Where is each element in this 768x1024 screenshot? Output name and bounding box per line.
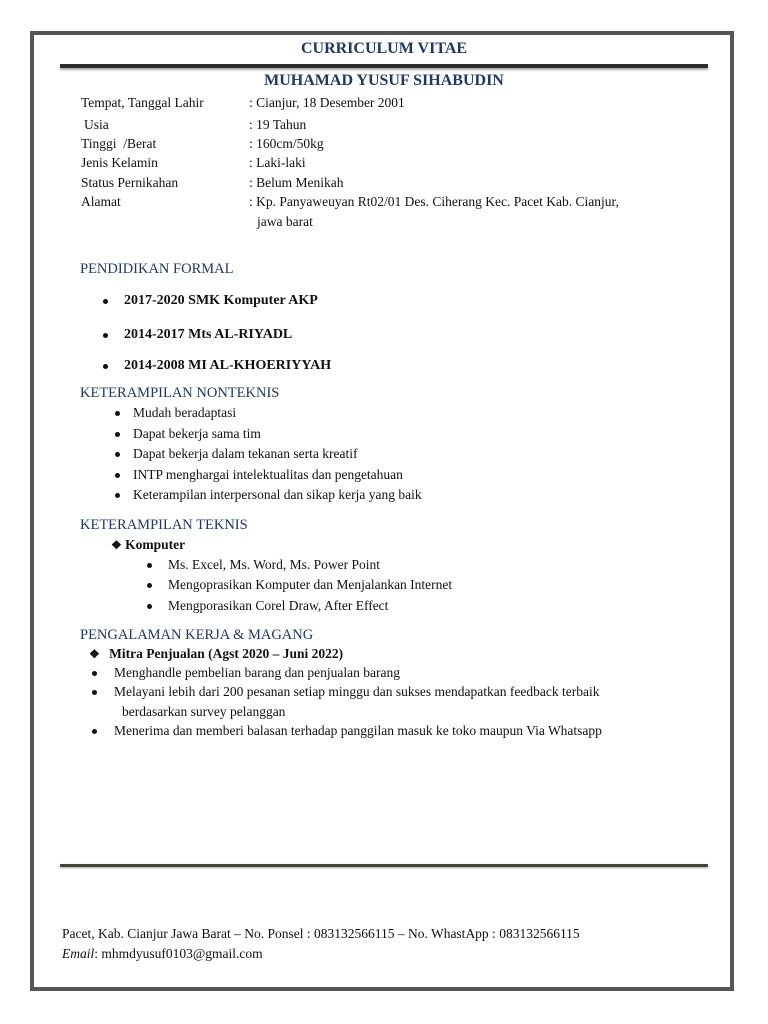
document-title: CURRICULUM VITAE [300, 40, 468, 57]
soft-skill-item: Dapat bekerja dalam tekanan serta kreatif [133, 446, 358, 461]
soft-skill-item: Keterampilan interpersonal dan sikap kerja yang baik [133, 487, 422, 502]
experience-item-cont: berdasarkan survey pelanggan [122, 704, 286, 719]
bullet-dot [103, 364, 108, 369]
section-heading-education: PENDIDIKAN FORMAL [80, 261, 234, 277]
info-label: Usia [84, 117, 109, 132]
soft-skill-item: Dapat bekerja sama tim [133, 426, 261, 441]
section-heading-experience: PENGALAMAN KERJA & MAGANG [80, 627, 314, 643]
info-label: Status Pernikahan [81, 175, 179, 190]
info-value: : Cianjur, 18 Desember 2001 [249, 95, 405, 110]
bullet-dot [92, 671, 97, 676]
bullet-dot [115, 432, 120, 437]
diamond-bullet-icon: ❖ [111, 538, 122, 552]
section-heading-tech-skills: KETERAMPILAN TEKNIS [80, 517, 248, 533]
bullet-dot [92, 729, 97, 734]
tech-skill-item: Mengporasikan Corel Draw, After Effect [168, 598, 389, 613]
tech-subheading-label: Komputer [125, 537, 186, 552]
footer-contact: Pacet, Kab. Cianjur Jawa Barat – No. Ponsel : 083132566115 – No. WhastApp : 083132566115 [62, 926, 580, 941]
education-item: 2017-2020 SMK Komputer AKP [124, 293, 318, 308]
education-item: 2014-2017 Mts AL-RIYADL [124, 327, 293, 342]
footer-email [62, 946, 263, 962]
info-label: Tinggi /Berat [81, 136, 157, 151]
info-value: jawa barat [257, 214, 313, 229]
bottom-divider [60, 864, 708, 867]
bullet-dot [115, 493, 120, 498]
top-divider [60, 64, 708, 68]
soft-skill-item: Mudah beradaptasi [133, 405, 237, 420]
info-label: Alamat [81, 194, 121, 209]
bullet-dot [147, 583, 152, 588]
tech-skill-item: Ms. Excel, Ms. Word, Ms. Power Point [168, 557, 381, 572]
tech-subheading [111, 537, 185, 553]
info-label: Jenis Kelamin [81, 155, 158, 170]
bullet-dot [103, 299, 108, 304]
bullet-dot [103, 333, 108, 338]
info-value: : 19 Tahun [249, 117, 307, 132]
info-value: : 160cm/50kg [249, 136, 324, 151]
person-name: MUHAMAD YUSUF SIHABUDIN [264, 72, 504, 89]
education-item: 2014-2008 MI AL-KHOERIYYAH [124, 358, 332, 373]
bullet-dot [92, 690, 97, 695]
experience-item: Melayani lebih dari 200 pesanan setiap minggu dan sukses mendapatkan feedback terbaik [114, 684, 600, 699]
soft-skill-item: INTP menghargai intelektualitas dan pengetahuan [133, 467, 403, 482]
bullet-dot [115, 452, 120, 457]
section-heading-soft-skills: KETERAMPILAN NONTEKNIS [80, 385, 280, 401]
info-value: : Kp. Panyaweuyan Rt02/01 Des. Ciherang Kec. Pacet Kab. Cianjur, [249, 194, 619, 209]
bullet-dot [115, 473, 120, 478]
experience-role [89, 646, 343, 662]
bullet-dot [115, 411, 120, 416]
experience-role-label: Mitra Penjualan (Agst 2020 – Juni 2022) [109, 646, 344, 661]
diamond-bullet-icon: ❖ [89, 647, 100, 661]
experience-item: Menghandle pembelian barang dan penjualan barang [114, 665, 401, 680]
bullet-dot [147, 604, 152, 609]
email-label: Email [62, 946, 95, 961]
info-label: Tempat, Tanggal Lahir [81, 95, 204, 110]
email-value: : mhmdyusuf0103@gmail.com [94, 946, 263, 961]
bullet-dot [147, 563, 152, 568]
experience-item: Menerima dan memberi balasan terhadap panggilan masuk ke toko maupun Via Whatsapp [114, 723, 602, 738]
info-value: : Belum Menikah [249, 175, 344, 190]
info-value: : Laki-laki [249, 155, 306, 170]
tech-skill-item: Mengoprasikan Komputer dan Menjalankan Internet [168, 577, 453, 592]
